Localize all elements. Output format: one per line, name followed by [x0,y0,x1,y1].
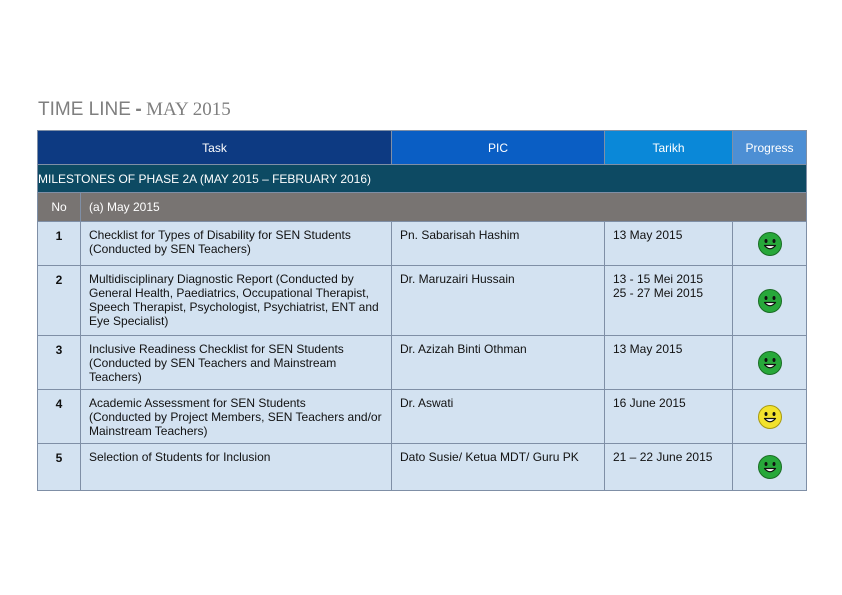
task-cell [81,336,392,390]
table-row [38,444,807,491]
date-cell [605,444,733,491]
progress-cell [733,336,807,390]
title-date: MAY 2015 [146,99,231,120]
table-row [38,222,807,266]
progress-cell [733,444,807,491]
task-line: Speech Therapist, Psychologist, Psychiatrist, ENT and [89,300,379,314]
date-line: 13 - 15 Mei 2015 [613,272,704,286]
subheader-label: (a) May 2015 [81,193,807,222]
milestone-row [38,165,807,193]
progress-cell [733,222,807,266]
subheader-row [38,193,807,222]
header-pic: PIC [392,131,605,165]
task-line: Selection of Students for Inclusion [89,450,271,464]
date-line: 13 May 2015 [613,228,683,242]
date-line: 21 – 22 June 2015 [613,450,713,464]
pic-cell: Dr. Aswati [392,390,605,444]
task-cell [81,222,392,266]
timeline-table [37,130,807,491]
progress-cell [733,266,807,336]
date-line: 16 June 2015 [613,396,686,410]
milestone-label: MILESTONES OF PHASE 2A (MAY 2015 – FEBRUARY 2016) [38,165,807,193]
task-line: Mainstream Teachers) [89,424,208,438]
task-line: Multidisciplinary Diagnostic Report (Conducted by [89,272,354,286]
table-row [38,266,807,336]
table-row [38,390,807,444]
task-cell [81,390,392,444]
progress-cell [733,390,807,444]
row-number: 5 [38,444,81,491]
task-cell [81,444,392,491]
task-cell [81,266,392,336]
header-tarikh: Tarikh [605,131,733,165]
row-number: 4 [38,390,81,444]
date-line: 13 May 2015 [613,342,683,356]
task-line: Eye Specialist) [89,314,169,328]
page-title [38,98,231,122]
pic-cell: Dr. Azizah Binti Othman [392,336,605,390]
subheader-no: No [38,193,81,222]
row-number: 2 [38,266,81,336]
task-line: Teachers) [89,370,142,384]
green-smiley-icon [733,454,806,480]
title-separator: - [135,99,142,120]
header-task: Task [38,131,392,165]
table-header-row [38,131,807,165]
date-cell [605,390,733,444]
green-smiley-icon [733,350,806,376]
task-line: General Health, Paediatrics, Occupational Therapist, [89,286,369,300]
pic-cell: Pn. Sabarisah Hashim [392,222,605,266]
green-smiley-icon [733,231,806,257]
date-cell [605,222,733,266]
task-line: (Conducted by SEN Teachers) [89,242,251,256]
pic-cell: Dato Susie/ Ketua MDT/ Guru PK [392,444,605,491]
yellow-smiley-icon [733,404,806,430]
row-number: 3 [38,336,81,390]
date-cell [605,266,733,336]
table-row [38,336,807,390]
task-line: (Conducted by SEN Teachers and Mainstream [89,356,337,370]
task-line: (Conducted by Project Members, SEN Teachers and/or [89,410,382,424]
task-line: Checklist for Types of Disability for SEN Students [89,228,351,242]
date-cell [605,336,733,390]
task-line: Academic Assessment for SEN Students [89,396,306,410]
green-smiley-icon [733,288,806,314]
row-number: 1 [38,222,81,266]
task-line: Inclusive Readiness Checklist for SEN Students [89,342,344,356]
date-line: 25 - 27 Mei 2015 [613,286,704,300]
title-main: TIME LINE [38,99,131,120]
pic-cell: Dr. Maruzairi Hussain [392,266,605,336]
header-progress: Progress [733,131,807,165]
